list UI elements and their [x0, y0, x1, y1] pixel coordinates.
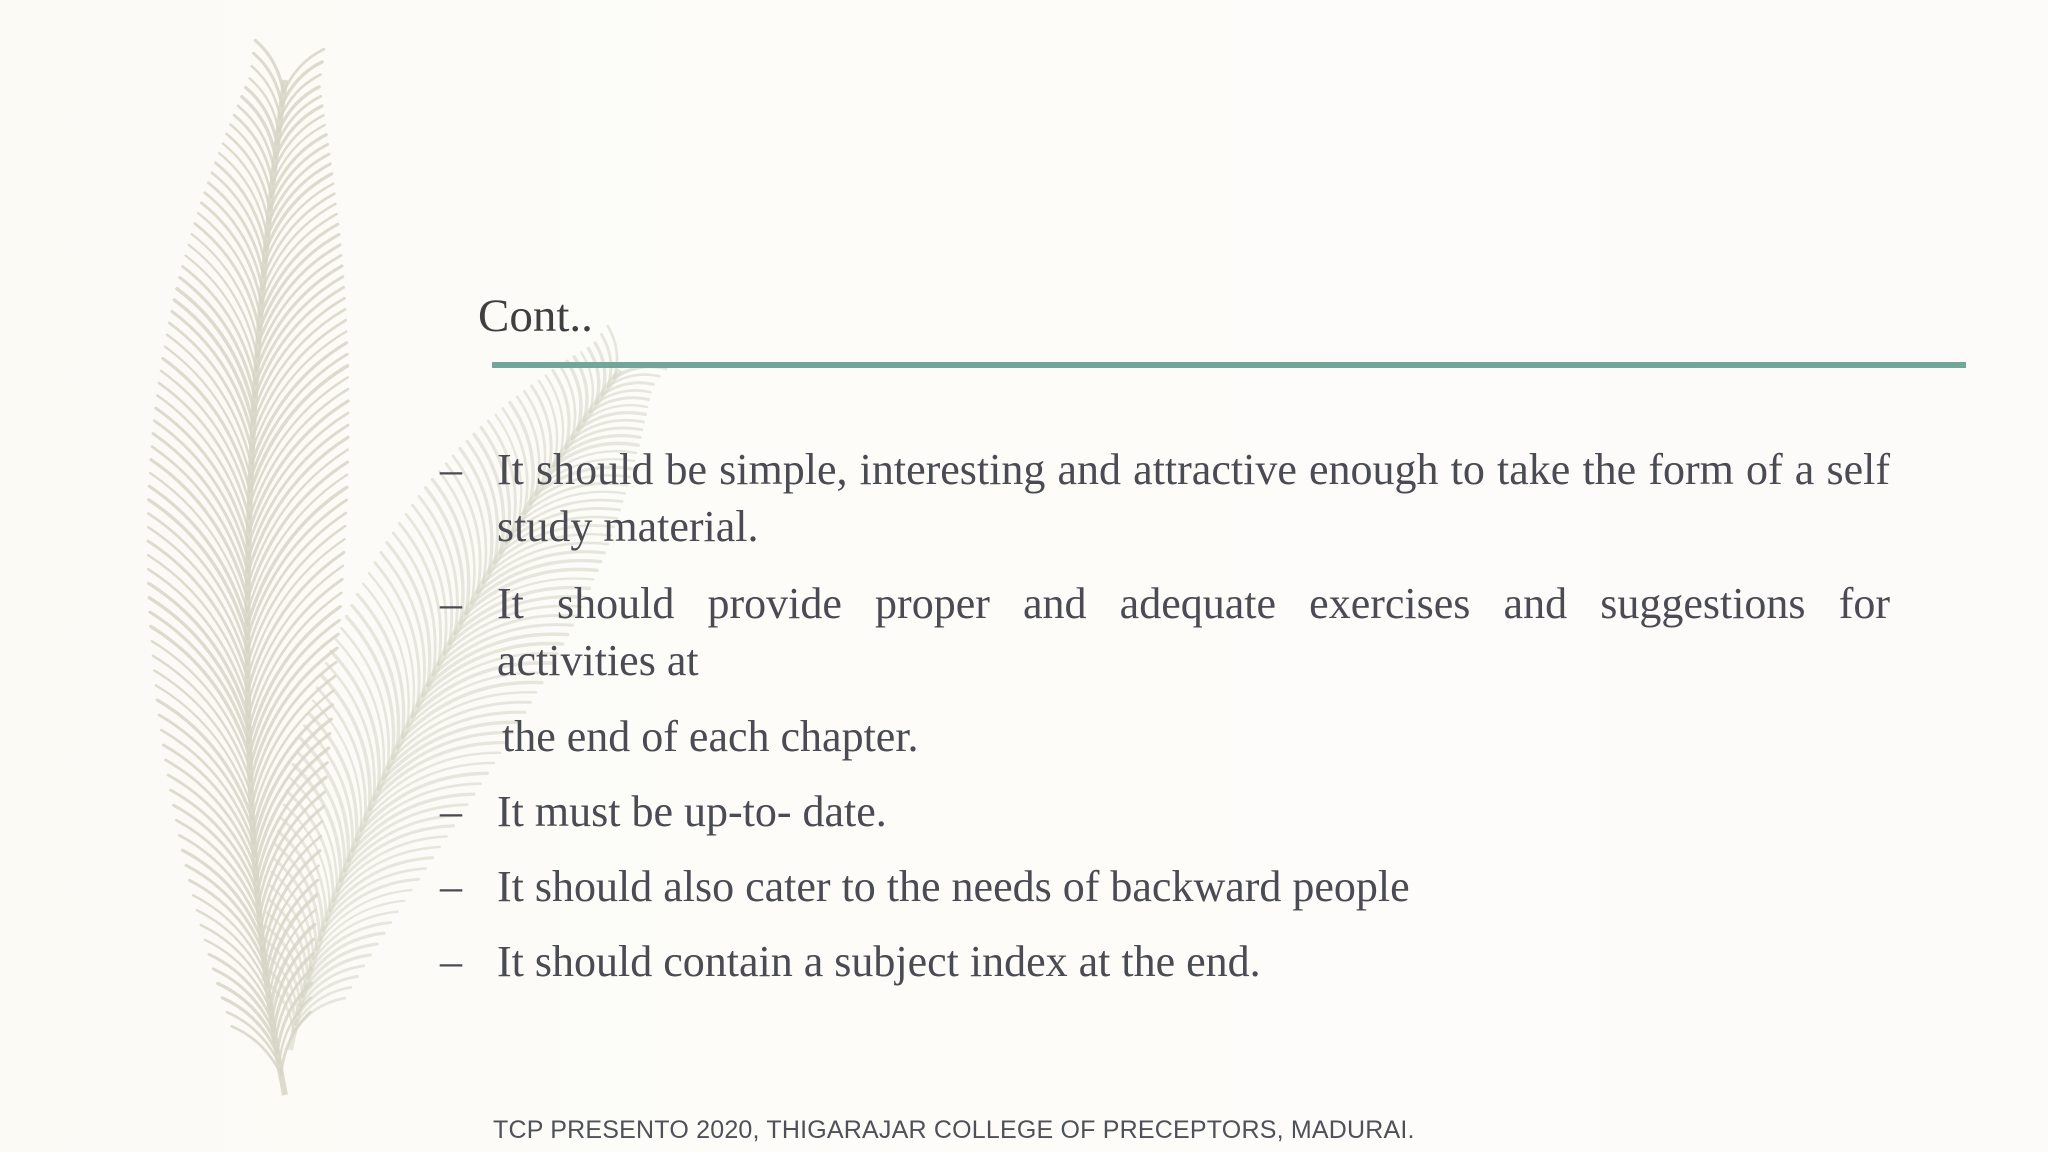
footer-text: TCP PRESENTO 2020, THIGARAJAR COLLEGE OF PRECEPTORS, MADURAI. — [493, 1116, 1415, 1144]
bullet-dash: – — [440, 787, 462, 836]
bullet-dash: – — [440, 862, 462, 911]
slide-title: Cont.. — [478, 290, 593, 342]
bullet-text: It must be up-to- date. — [497, 787, 887, 836]
bullet-dash: – — [440, 445, 462, 494]
bullet-text-line: activities at — [497, 636, 699, 685]
bullet-dash: – — [440, 579, 462, 628]
bullet-text-line: It should provide proper and adequate exercises and suggestions for — [497, 579, 1890, 628]
bullet-text — [497, 575, 1890, 689]
bullet-text: It should contain a subject index at the end. — [497, 937, 1261, 986]
bullet-continuation: the end of each chapter. — [502, 712, 919, 761]
title-divider — [492, 362, 1966, 368]
bullet-text: It should also cater to the needs of backward people — [497, 862, 1410, 911]
bullet-dash: – — [440, 937, 462, 986]
bullet-text: It should be simple, interesting and attractive enough to take the form of a self study material. — [497, 445, 1890, 551]
